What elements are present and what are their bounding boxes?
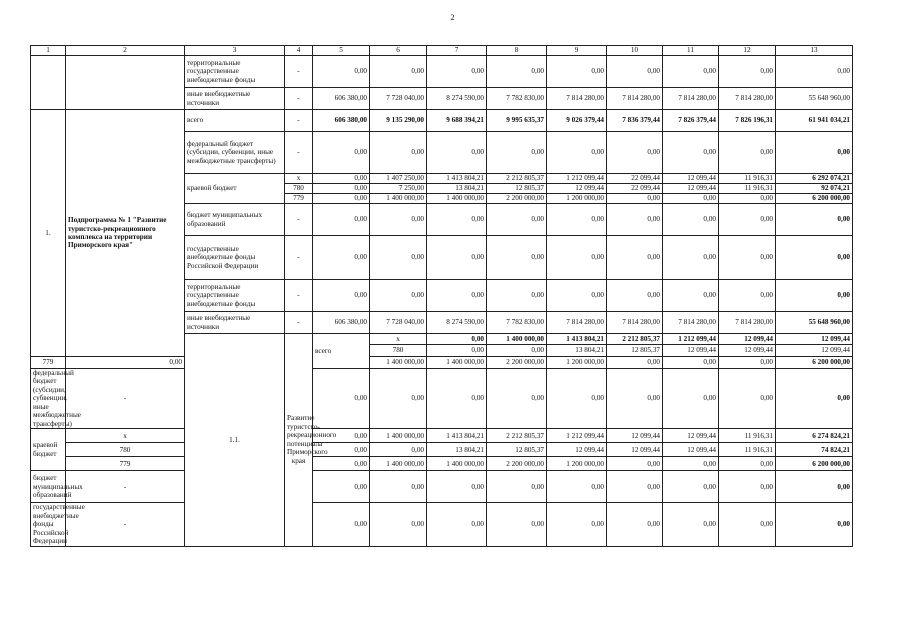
value-cell: 0,00 xyxy=(663,457,719,471)
value-cell: 0,00 xyxy=(487,503,547,546)
value-cell: 0,00 xyxy=(607,56,663,88)
value-cell: 0,00 xyxy=(607,204,663,236)
value-cell: 12 805,37 xyxy=(487,443,547,457)
value-cell: 0,00 xyxy=(663,471,719,503)
value-cell: 0,00 xyxy=(370,204,427,236)
total-cell: 92 074,21 xyxy=(776,184,853,194)
value-cell: 12 099,44 xyxy=(663,345,719,357)
value-cell: 2 212 805,37 xyxy=(487,429,547,443)
value-cell: 1 400 000,00 xyxy=(370,357,427,369)
source-label: иные внебюджетные источники xyxy=(185,312,285,334)
value-cell: 0,00 xyxy=(719,503,776,546)
col-header: 8 xyxy=(487,46,547,56)
value-cell: 1 200 000,00 xyxy=(547,194,607,204)
value-cell: 0,00 xyxy=(427,204,487,236)
value-cell: 12 805,37 xyxy=(487,184,547,194)
value-cell: 0,00 xyxy=(427,56,487,88)
table-row xyxy=(31,443,853,457)
source-label: всего xyxy=(313,334,370,369)
source-label: государственные внебюджетные фонды Российской Федерации xyxy=(185,236,285,280)
value-cell: 0,00 xyxy=(607,503,663,546)
col-header: 6 xyxy=(370,46,427,56)
source-label: федеральный бюджет (субсидии, субвенции, иные межбюджетные трансферты) xyxy=(31,369,66,429)
value-cell: 0,00 xyxy=(719,56,776,88)
value-cell: 1 400 000,00 xyxy=(427,457,487,471)
table-row xyxy=(31,357,853,369)
value-cell: 7 728 040,00 xyxy=(370,88,427,110)
col-header: 12 xyxy=(719,46,776,56)
value-cell: 7 814 280,00 xyxy=(663,312,719,334)
value-cell: 0,00 xyxy=(370,56,427,88)
value-cell: 0,00 xyxy=(427,132,487,174)
value-cell: 12 099,44 xyxy=(719,334,776,345)
code-cell: - xyxy=(285,280,313,312)
total-cell: 0,00 xyxy=(776,132,853,174)
header-row xyxy=(31,46,853,56)
value-cell: 0,00 xyxy=(427,503,487,546)
value-cell: 0,00 xyxy=(313,369,370,429)
row-number-cell xyxy=(31,56,66,110)
value-cell: 0,00 xyxy=(607,194,663,204)
row-number: 1. xyxy=(31,110,66,357)
value-cell: 606 380,00 xyxy=(313,88,370,110)
value-cell: 1 400 000,00 xyxy=(370,429,427,443)
total-cell: 0,00 xyxy=(776,236,853,280)
value-cell: 0,00 xyxy=(313,471,370,503)
total-cell: 0,00 xyxy=(776,204,853,236)
value-cell: 0,00 xyxy=(487,280,547,312)
value-cell: 2 200 000,00 xyxy=(487,194,547,204)
value-cell: 0,00 xyxy=(547,204,607,236)
value-cell: 1 400 000,00 xyxy=(487,334,547,345)
source-label: всего xyxy=(185,110,285,132)
row-name-cell xyxy=(66,56,185,110)
value-cell: 0,00 xyxy=(313,204,370,236)
value-cell: 0,00 xyxy=(719,194,776,204)
value-cell: 0,00 xyxy=(427,280,487,312)
value-cell: 13 804,21 xyxy=(427,184,487,194)
value-cell: 12 099,44 xyxy=(663,184,719,194)
total-cell: 6 200 000,00 xyxy=(776,357,853,369)
value-cell: 12 099,44 xyxy=(663,443,719,457)
value-cell: 13 804,21 xyxy=(547,345,607,357)
value-cell: 0,00 xyxy=(663,204,719,236)
table-row xyxy=(31,457,853,471)
value-cell: 7 728 040,00 xyxy=(370,312,427,334)
value-cell: 0,00 xyxy=(719,236,776,280)
value-cell: 1 400 000,00 xyxy=(427,357,487,369)
code-cell: - xyxy=(285,204,313,236)
value-cell: 1 407 250,00 xyxy=(370,174,427,184)
value-cell: 0,00 xyxy=(547,236,607,280)
value-cell: 12 099,44 xyxy=(663,174,719,184)
value-cell: 7 814 280,00 xyxy=(607,88,663,110)
total-cell: 0,00 xyxy=(776,369,853,429)
value-cell: 7 782 830,00 xyxy=(487,88,547,110)
value-cell: 0,00 xyxy=(607,236,663,280)
value-cell: 0,00 xyxy=(313,503,370,546)
code-cell: 779 xyxy=(31,357,66,369)
col-header: 13 xyxy=(776,46,853,56)
value-cell: 0,00 xyxy=(427,345,487,357)
value-cell: 0,00 xyxy=(487,132,547,174)
budget-table xyxy=(30,45,853,547)
total-cell: 61 941 034,21 xyxy=(776,110,853,132)
col-header: 7 xyxy=(427,46,487,56)
value-cell: 0,00 xyxy=(487,471,547,503)
value-cell: 7 814 280,00 xyxy=(719,312,776,334)
total-cell: 55 648 960,00 xyxy=(776,312,853,334)
code-cell: х xyxy=(285,174,313,184)
value-cell: 12 099,44 xyxy=(776,345,853,357)
col-header: 11 xyxy=(663,46,719,56)
value-cell: 11 916,31 xyxy=(719,429,776,443)
value-cell: 8 274 590,00 xyxy=(427,88,487,110)
code-cell: х xyxy=(370,334,427,345)
subprogram-name: Подпрограмма № 1 "Развитие туристско-рекреационного комплекса на территории Приморского края" xyxy=(66,110,185,357)
value-cell: 1 400 000,00 xyxy=(370,194,427,204)
code-cell: - xyxy=(66,471,185,503)
value-cell: 9 135 290,00 xyxy=(370,110,427,132)
value-cell: 1 413 804,21 xyxy=(427,429,487,443)
value-cell: 0,00 xyxy=(547,471,607,503)
table-row xyxy=(31,429,853,443)
value-cell: 22 099,44 xyxy=(607,184,663,194)
value-cell: 12 099,44 xyxy=(607,429,663,443)
value-cell: 2 212 805,37 xyxy=(607,334,663,345)
value-cell: 1 212 099,44 xyxy=(547,174,607,184)
value-cell: 11 916,31 xyxy=(719,184,776,194)
table-row xyxy=(31,56,853,88)
code-cell: 779 xyxy=(66,457,185,471)
value-cell: 0,00 xyxy=(313,56,370,88)
value-cell: 0,00 xyxy=(719,280,776,312)
value-cell: 11 916,31 xyxy=(719,174,776,184)
value-cell: 0,00 xyxy=(663,357,719,369)
value-cell: 2 212 805,37 xyxy=(487,174,547,184)
value-cell: 0,00 xyxy=(547,132,607,174)
total-cell: 6 200 000,00 xyxy=(776,457,853,471)
code-cell: - xyxy=(66,369,185,429)
col-header: 1 xyxy=(31,46,66,56)
value-cell: 0,00 xyxy=(313,236,370,280)
value-cell: 0,00 xyxy=(313,429,370,443)
value-cell: 1 413 804,21 xyxy=(547,334,607,345)
col-header: 5 xyxy=(313,46,370,56)
value-cell: 8 274 590,00 xyxy=(427,312,487,334)
code-cell: 780 xyxy=(285,184,313,194)
source-label: бюджет муниципальных образований xyxy=(185,204,285,236)
value-cell: 9 995 635,37 xyxy=(487,110,547,132)
value-cell: 0,00 xyxy=(719,357,776,369)
total-cell: 55 648 960,00 xyxy=(776,88,853,110)
value-cell: 12 099,44 xyxy=(719,345,776,357)
value-cell: 7 814 280,00 xyxy=(547,312,607,334)
code-cell: 779 xyxy=(285,194,313,204)
table-row xyxy=(31,471,853,503)
row-number: 1.1. xyxy=(185,334,285,547)
table-row xyxy=(31,110,853,132)
value-cell: 7 814 280,00 xyxy=(607,312,663,334)
value-cell: 0,00 xyxy=(547,56,607,88)
source-label: иные внебюджетные источники xyxy=(185,88,285,110)
value-cell: 0,00 xyxy=(313,457,370,471)
value-cell: 0,00 xyxy=(313,174,370,184)
value-cell: 12 099,44 xyxy=(663,429,719,443)
source-label: краевой бюджет xyxy=(185,174,285,204)
value-cell: 606 380,00 xyxy=(313,312,370,334)
value-cell: 12 099,44 xyxy=(547,443,607,457)
code-cell: - xyxy=(285,236,313,280)
value-cell: 0,00 xyxy=(719,457,776,471)
value-cell: 0,00 xyxy=(607,369,663,429)
value-cell: 0,00 xyxy=(313,132,370,174)
value-cell: 0,00 xyxy=(487,369,547,429)
value-cell: 0,00 xyxy=(663,132,719,174)
value-cell: 0,00 xyxy=(427,369,487,429)
total-cell: 0,00 xyxy=(776,56,853,88)
value-cell: 0,00 xyxy=(663,503,719,546)
value-cell: 12 099,44 xyxy=(776,334,853,345)
value-cell: 12 805,37 xyxy=(607,345,663,357)
code-cell: 780 xyxy=(370,345,427,357)
value-cell: 12 099,44 xyxy=(547,184,607,194)
value-cell: 1 212 099,44 xyxy=(663,334,719,345)
value-cell: 7 814 280,00 xyxy=(663,88,719,110)
col-header: 9 xyxy=(547,46,607,56)
page-number: 2 xyxy=(450,13,455,22)
value-cell: 0,00 xyxy=(719,369,776,429)
source-label: краевой бюджет xyxy=(31,429,66,471)
source-label: территориальные государственные внебюджетные фонды xyxy=(185,280,285,312)
source-label: федеральный бюджет (субсидии, субвенции, иные межбюджетные трансферты) xyxy=(185,132,285,174)
value-cell: 1 212 099,44 xyxy=(547,429,607,443)
value-cell: 1 400 000,00 xyxy=(370,457,427,471)
value-cell: 0,00 xyxy=(663,236,719,280)
value-cell: 1 200 000,00 xyxy=(547,357,607,369)
value-cell: 7 836 379,44 xyxy=(607,110,663,132)
value-cell: 7 250,00 xyxy=(370,184,427,194)
code-cell: х xyxy=(66,429,185,443)
value-cell: 0,00 xyxy=(370,369,427,429)
value-cell: 0,00 xyxy=(719,132,776,174)
value-cell: 7 826 379,44 xyxy=(663,110,719,132)
value-cell: 13 804,21 xyxy=(427,443,487,457)
value-cell: 0,00 xyxy=(487,236,547,280)
total-cell: 6 274 824,21 xyxy=(776,429,853,443)
measure-name: Развитие туристско-рекреационного потенциала Приморского края xyxy=(285,334,313,547)
value-cell: 0,00 xyxy=(313,194,370,204)
value-cell: 0,00 xyxy=(607,457,663,471)
value-cell: 9 026 379,44 xyxy=(547,110,607,132)
value-cell: 0,00 xyxy=(313,184,370,194)
code-cell: - xyxy=(66,503,185,546)
col-header: 3 xyxy=(185,46,285,56)
total-cell: 6 200 000,00 xyxy=(776,194,853,204)
value-cell: 0,00 xyxy=(719,471,776,503)
value-cell: 0,00 xyxy=(370,443,427,457)
code-cell: - xyxy=(285,110,313,132)
value-cell: 1 400 000,00 xyxy=(427,194,487,204)
table-row xyxy=(31,503,853,546)
value-cell: 0,00 xyxy=(427,471,487,503)
value-cell: 2 200 000,00 xyxy=(487,357,547,369)
value-cell: 1 413 804,21 xyxy=(427,174,487,184)
total-cell: 6 292 074,21 xyxy=(776,174,853,184)
value-cell: 0,00 xyxy=(370,132,427,174)
source-label: государственные внебюджетные фонды Российской Федерации xyxy=(31,503,66,546)
value-cell: 0,00 xyxy=(487,345,547,357)
source-label: территориальные государственные внебюджетные фонды xyxy=(185,56,285,88)
col-header: 10 xyxy=(607,46,663,56)
value-cell: 0,00 xyxy=(370,503,427,546)
value-cell: 9 688 394,21 xyxy=(427,110,487,132)
code-cell: - xyxy=(285,88,313,110)
value-cell: 0,00 xyxy=(370,280,427,312)
total-cell: 74 824,21 xyxy=(776,443,853,457)
code-cell: - xyxy=(285,312,313,334)
code-cell: - xyxy=(285,132,313,174)
value-cell: 7 826 196,31 xyxy=(719,110,776,132)
total-cell: 0,00 xyxy=(776,503,853,546)
value-cell: 2 200 000,00 xyxy=(487,457,547,471)
total-cell: 0,00 xyxy=(776,280,853,312)
value-cell: 0,00 xyxy=(370,471,427,503)
code-cell: - xyxy=(285,56,313,88)
value-cell: 0,00 xyxy=(487,204,547,236)
value-cell: 0,00 xyxy=(663,280,719,312)
value-cell: 7 782 830,00 xyxy=(487,312,547,334)
value-cell: 22 099,44 xyxy=(607,174,663,184)
col-header: 2 xyxy=(66,46,185,56)
value-cell: 0,00 xyxy=(607,471,663,503)
value-cell: 0,00 xyxy=(313,443,370,457)
value-cell: 0,00 xyxy=(427,334,487,345)
value-cell: 0,00 xyxy=(313,280,370,312)
value-cell: 12 099,44 xyxy=(607,443,663,457)
value-cell: 0,00 xyxy=(663,194,719,204)
value-cell: 7 814 280,00 xyxy=(719,88,776,110)
table-row xyxy=(31,369,853,429)
value-cell: 0,00 xyxy=(663,56,719,88)
value-cell: 606 380,00 xyxy=(313,110,370,132)
total-cell: 0,00 xyxy=(776,471,853,503)
value-cell: 0,00 xyxy=(547,280,607,312)
code-cell: 780 xyxy=(66,443,185,457)
value-cell: 0,00 xyxy=(66,357,185,369)
value-cell: 0,00 xyxy=(427,236,487,280)
value-cell: 1 200 000,00 xyxy=(547,457,607,471)
value-cell: 0,00 xyxy=(547,503,607,546)
value-cell: 0,00 xyxy=(719,204,776,236)
source-label: бюджет муниципальных образований xyxy=(31,471,66,503)
value-cell: 0,00 xyxy=(607,280,663,312)
col-header: 4 xyxy=(285,46,313,56)
value-cell: 0,00 xyxy=(607,357,663,369)
value-cell: 0,00 xyxy=(370,236,427,280)
value-cell: 0,00 xyxy=(663,369,719,429)
value-cell: 7 814 280,00 xyxy=(547,88,607,110)
value-cell: 0,00 xyxy=(487,56,547,88)
value-cell: 0,00 xyxy=(607,132,663,174)
value-cell: 11 916,31 xyxy=(719,443,776,457)
value-cell: 0,00 xyxy=(547,369,607,429)
